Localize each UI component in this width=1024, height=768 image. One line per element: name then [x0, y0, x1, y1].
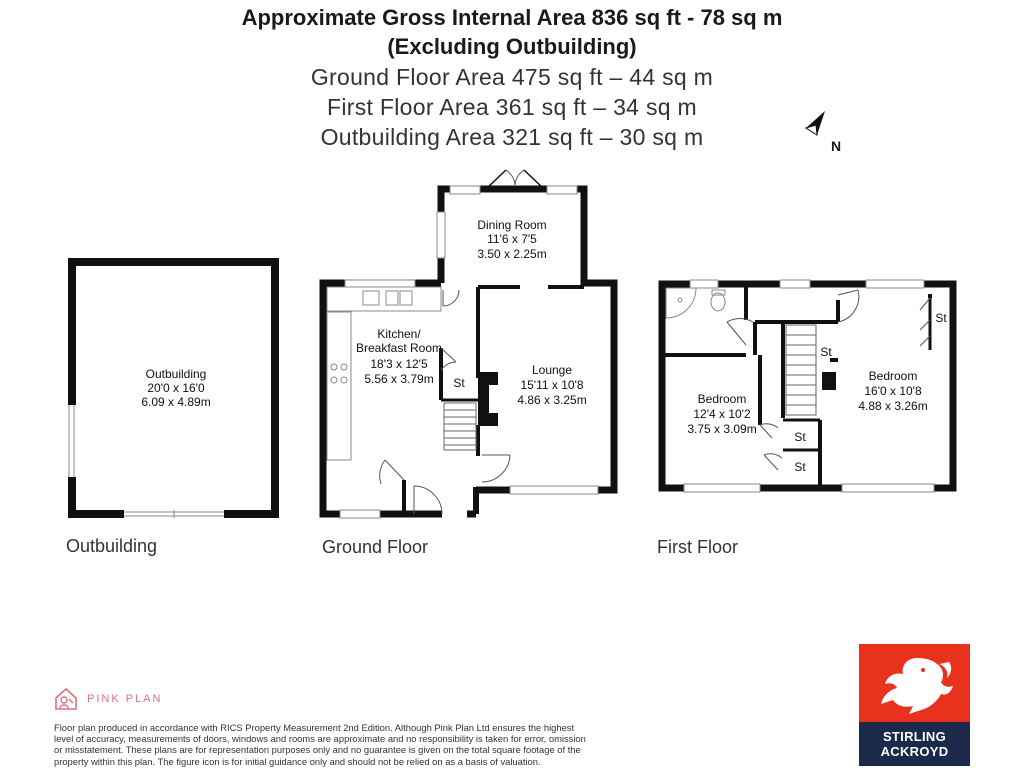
bedroom1-name: Bedroom — [697, 392, 747, 406]
disclaimer-text: Floor plan produced in accordance with RICS Property Measurement 2nd Edition. Although Pink Plan Ltd ensures the highest level of accuracy, measurements of doors, windows and rooms are approximate and no responsibility is taken for error, omission or misstatement. These plans are for representation purposes only and no guarantee is given on the total square footage of the property within this plan. The figure icon is for initial guidance only and should not be relied on as a basis of valuation. — [54, 722, 586, 767]
gross-area-title: Approximate Gross Internal Area 836 sq ft - 78 sq m — [241, 5, 783, 30]
stirling-ackroyd-line1: STIRLING — [882, 729, 947, 744]
bedroom1-imperial: 12'4 x 10'2 — [693, 407, 751, 421]
kitchen-imperial: 18'3 x 12'5 — [370, 357, 428, 371]
stirling-ackroyd-logo — [859, 644, 970, 766]
bedroom1-metric: 3.75 x 3.09m — [687, 422, 757, 436]
pink-plan-brand: PINK PLAN — [87, 693, 163, 705]
pink-plan-house-icon — [54, 687, 78, 711]
stirling-ackroyd-band — [859, 722, 970, 766]
outbuilding-metric: 6.09 x 4.89m — [141, 395, 211, 409]
lounge-name: Lounge — [531, 363, 573, 377]
ground-outer-wall-left — [323, 283, 442, 514]
pink-plan-logo — [54, 687, 162, 711]
bedroom2-metric: 4.88 x 3.26m — [858, 399, 928, 413]
first-storage-label-1: St — [935, 311, 947, 325]
first-storage-label-3: St — [794, 430, 806, 444]
bedroom2-imperial: 16'0 x 10'8 — [864, 384, 922, 398]
dining-room-metric: 3.50 x 2.25m — [477, 247, 547, 261]
dining-room-name: Dining Room — [477, 218, 547, 232]
outbuilding-imperial: 20'0 x 16'0 — [147, 381, 205, 395]
lounge-metric: 4.86 x 3.25m — [517, 393, 587, 407]
outbuilding-plan — [66, 262, 275, 520]
first-floor-plan — [662, 280, 953, 492]
ground-storage-label: St — [453, 376, 465, 390]
ground-floor-caption: Ground Floor — [322, 537, 429, 557]
griffin-icon — [859, 644, 970, 722]
outbuilding-area: Outbuilding Area 321 sq ft – 30 sq m — [320, 124, 704, 150]
kitchen-metric: 5.56 x 3.79m — [364, 372, 434, 386]
first-floor-caption: First Floor — [657, 537, 738, 557]
outbuilding-name: Outbuilding — [145, 367, 207, 381]
ground-floor-plan — [323, 170, 614, 518]
ground-floor-area: Ground Floor Area 475 sq ft – 44 sq m — [310, 64, 714, 90]
dining-room-imperial: 11'6 x 7'5 — [487, 232, 537, 246]
kitchen-name-line1: Kitchen/ — [377, 327, 421, 341]
first-storage-label-4: St — [794, 460, 806, 474]
gross-area-subtitle: (Excluding Outbuilding) — [387, 34, 637, 59]
compass-label: N — [831, 138, 842, 154]
outbuilding-caption: Outbuilding — [66, 536, 158, 556]
first-storage-label-2: St — [820, 345, 832, 359]
lounge-imperial: 15'11 x 10'8 — [520, 378, 584, 392]
kitchen-name-line2: Breakfast Room — [355, 341, 443, 355]
first-floor-area: First Floor Area 361 sq ft – 34 sq m — [326, 94, 697, 120]
stirling-ackroyd-line2: ACKROYD — [880, 744, 949, 759]
bedroom2-name: Bedroom — [868, 369, 918, 383]
